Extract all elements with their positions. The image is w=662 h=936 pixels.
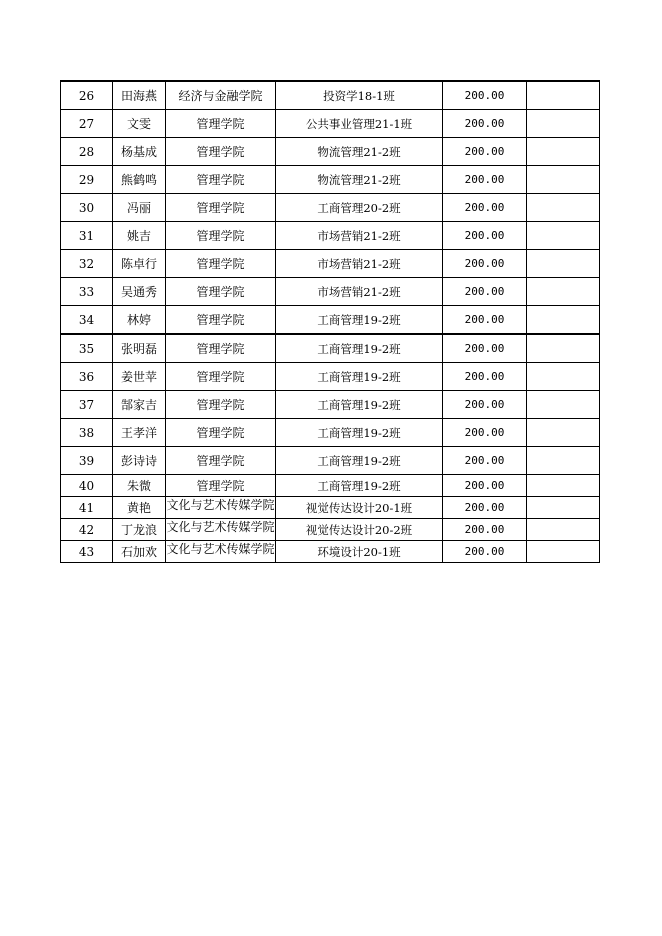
note (527, 391, 600, 419)
class-name: 视觉传达设计20-1班 (276, 497, 443, 519)
table-row (61, 419, 600, 447)
table-row (61, 497, 600, 519)
row-number: 38 (61, 419, 113, 447)
amount: 200.00 (443, 278, 527, 306)
table-row (61, 81, 600, 110)
student-name: 姜世苹 (113, 363, 166, 391)
table-row (61, 519, 600, 541)
note (527, 447, 600, 475)
table-row (61, 391, 600, 419)
row-number: 43 (61, 541, 113, 563)
student-name: 田海燕 (113, 81, 166, 110)
row-number: 37 (61, 391, 113, 419)
college-name: 文化与艺术传媒学院 (166, 497, 276, 519)
amount: 200.00 (443, 419, 527, 447)
table-row (61, 334, 600, 363)
amount: 200.00 (443, 194, 527, 222)
row-number: 34 (61, 306, 113, 335)
note (527, 166, 600, 194)
amount: 200.00 (443, 391, 527, 419)
college-name: 文化与艺术传媒学院 (166, 541, 276, 563)
row-number: 32 (61, 250, 113, 278)
table-row (61, 306, 600, 335)
amount: 200.00 (443, 447, 527, 475)
student-name: 王孝洋 (113, 419, 166, 447)
college-name: 管理学院 (166, 166, 276, 194)
note (527, 110, 600, 138)
class-name: 物流管理21-2班 (276, 166, 443, 194)
class-name: 工商管理19-2班 (276, 447, 443, 475)
scholarship-table (60, 80, 600, 563)
note (527, 250, 600, 278)
class-name: 工商管理19-2班 (276, 419, 443, 447)
student-name: 文雯 (113, 110, 166, 138)
student-name: 丁龙浪 (113, 519, 166, 541)
college-name: 管理学院 (166, 419, 276, 447)
college-name: 管理学院 (166, 250, 276, 278)
row-number: 29 (61, 166, 113, 194)
student-name: 张明磊 (113, 334, 166, 363)
row-number: 27 (61, 110, 113, 138)
amount: 200.00 (443, 110, 527, 138)
row-number: 33 (61, 278, 113, 306)
amount: 200.00 (443, 166, 527, 194)
student-name: 杨基成 (113, 138, 166, 166)
college-name: 文化与艺术传媒学院 (166, 519, 276, 541)
table-row (61, 110, 600, 138)
college-name: 管理学院 (166, 194, 276, 222)
table-row (61, 222, 600, 250)
college-name: 管理学院 (166, 447, 276, 475)
class-name: 工商管理19-2班 (276, 475, 443, 497)
note (527, 475, 600, 497)
note (527, 334, 600, 363)
class-name: 市场营销21-2班 (276, 250, 443, 278)
table-row (61, 166, 600, 194)
student-name: 黄艳 (113, 497, 166, 519)
college-name: 管理学院 (166, 222, 276, 250)
college-name: 管理学院 (166, 138, 276, 166)
student-name: 朱微 (113, 475, 166, 497)
table-row (61, 541, 600, 563)
amount: 200.00 (443, 138, 527, 166)
student-name: 吴通秀 (113, 278, 166, 306)
student-name: 冯丽 (113, 194, 166, 222)
college-name: 管理学院 (166, 334, 276, 363)
class-name: 工商管理19-2班 (276, 363, 443, 391)
student-name: 石加欢 (113, 541, 166, 563)
note (527, 81, 600, 110)
class-name: 物流管理21-2班 (276, 138, 443, 166)
row-number: 35 (61, 334, 113, 363)
row-number: 40 (61, 475, 113, 497)
amount: 200.00 (443, 541, 527, 563)
amount: 200.00 (443, 363, 527, 391)
note (527, 138, 600, 166)
table-row (61, 363, 600, 391)
row-number: 26 (61, 81, 113, 110)
table-row (61, 250, 600, 278)
student-name: 陈卓行 (113, 250, 166, 278)
note (527, 419, 600, 447)
note (527, 278, 600, 306)
amount: 200.00 (443, 334, 527, 363)
table-row (61, 138, 600, 166)
college-name: 管理学院 (166, 391, 276, 419)
note (527, 363, 600, 391)
row-number: 36 (61, 363, 113, 391)
amount: 200.00 (443, 81, 527, 110)
note (527, 541, 600, 563)
row-number: 39 (61, 447, 113, 475)
row-number: 42 (61, 519, 113, 541)
table-row (61, 278, 600, 306)
amount: 200.00 (443, 519, 527, 541)
class-name: 市场营销21-2班 (276, 222, 443, 250)
amount: 200.00 (443, 497, 527, 519)
row-number: 41 (61, 497, 113, 519)
student-name: 熊鹤鸣 (113, 166, 166, 194)
table-row (61, 194, 600, 222)
note (527, 306, 600, 335)
student-name: 彭诗诗 (113, 447, 166, 475)
college-name: 经济与金融学院 (166, 81, 276, 110)
row-number: 30 (61, 194, 113, 222)
college-name: 管理学院 (166, 363, 276, 391)
note (527, 519, 600, 541)
row-number: 28 (61, 138, 113, 166)
note (527, 222, 600, 250)
class-name: 工商管理20-2班 (276, 194, 443, 222)
college-name: 管理学院 (166, 278, 276, 306)
class-name: 工商管理19-2班 (276, 391, 443, 419)
college-name: 管理学院 (166, 475, 276, 497)
class-name: 环境设计20-1班 (276, 541, 443, 563)
student-name: 郜家吉 (113, 391, 166, 419)
class-name: 工商管理19-2班 (276, 334, 443, 363)
college-name: 管理学院 (166, 306, 276, 335)
class-name: 工商管理19-2班 (276, 306, 443, 335)
amount: 200.00 (443, 250, 527, 278)
class-name: 市场营销21-2班 (276, 278, 443, 306)
amount: 200.00 (443, 475, 527, 497)
class-name: 视觉传达设计20-2班 (276, 519, 443, 541)
amount: 200.00 (443, 306, 527, 335)
class-name: 投资学18-1班 (276, 81, 443, 110)
row-number: 31 (61, 222, 113, 250)
table-row (61, 475, 600, 497)
note (527, 194, 600, 222)
student-name: 姚吉 (113, 222, 166, 250)
amount: 200.00 (443, 222, 527, 250)
student-name: 林婷 (113, 306, 166, 335)
note (527, 497, 600, 519)
college-name: 管理学院 (166, 110, 276, 138)
class-name: 公共事业管理21-1班 (276, 110, 443, 138)
table-row (61, 447, 600, 475)
